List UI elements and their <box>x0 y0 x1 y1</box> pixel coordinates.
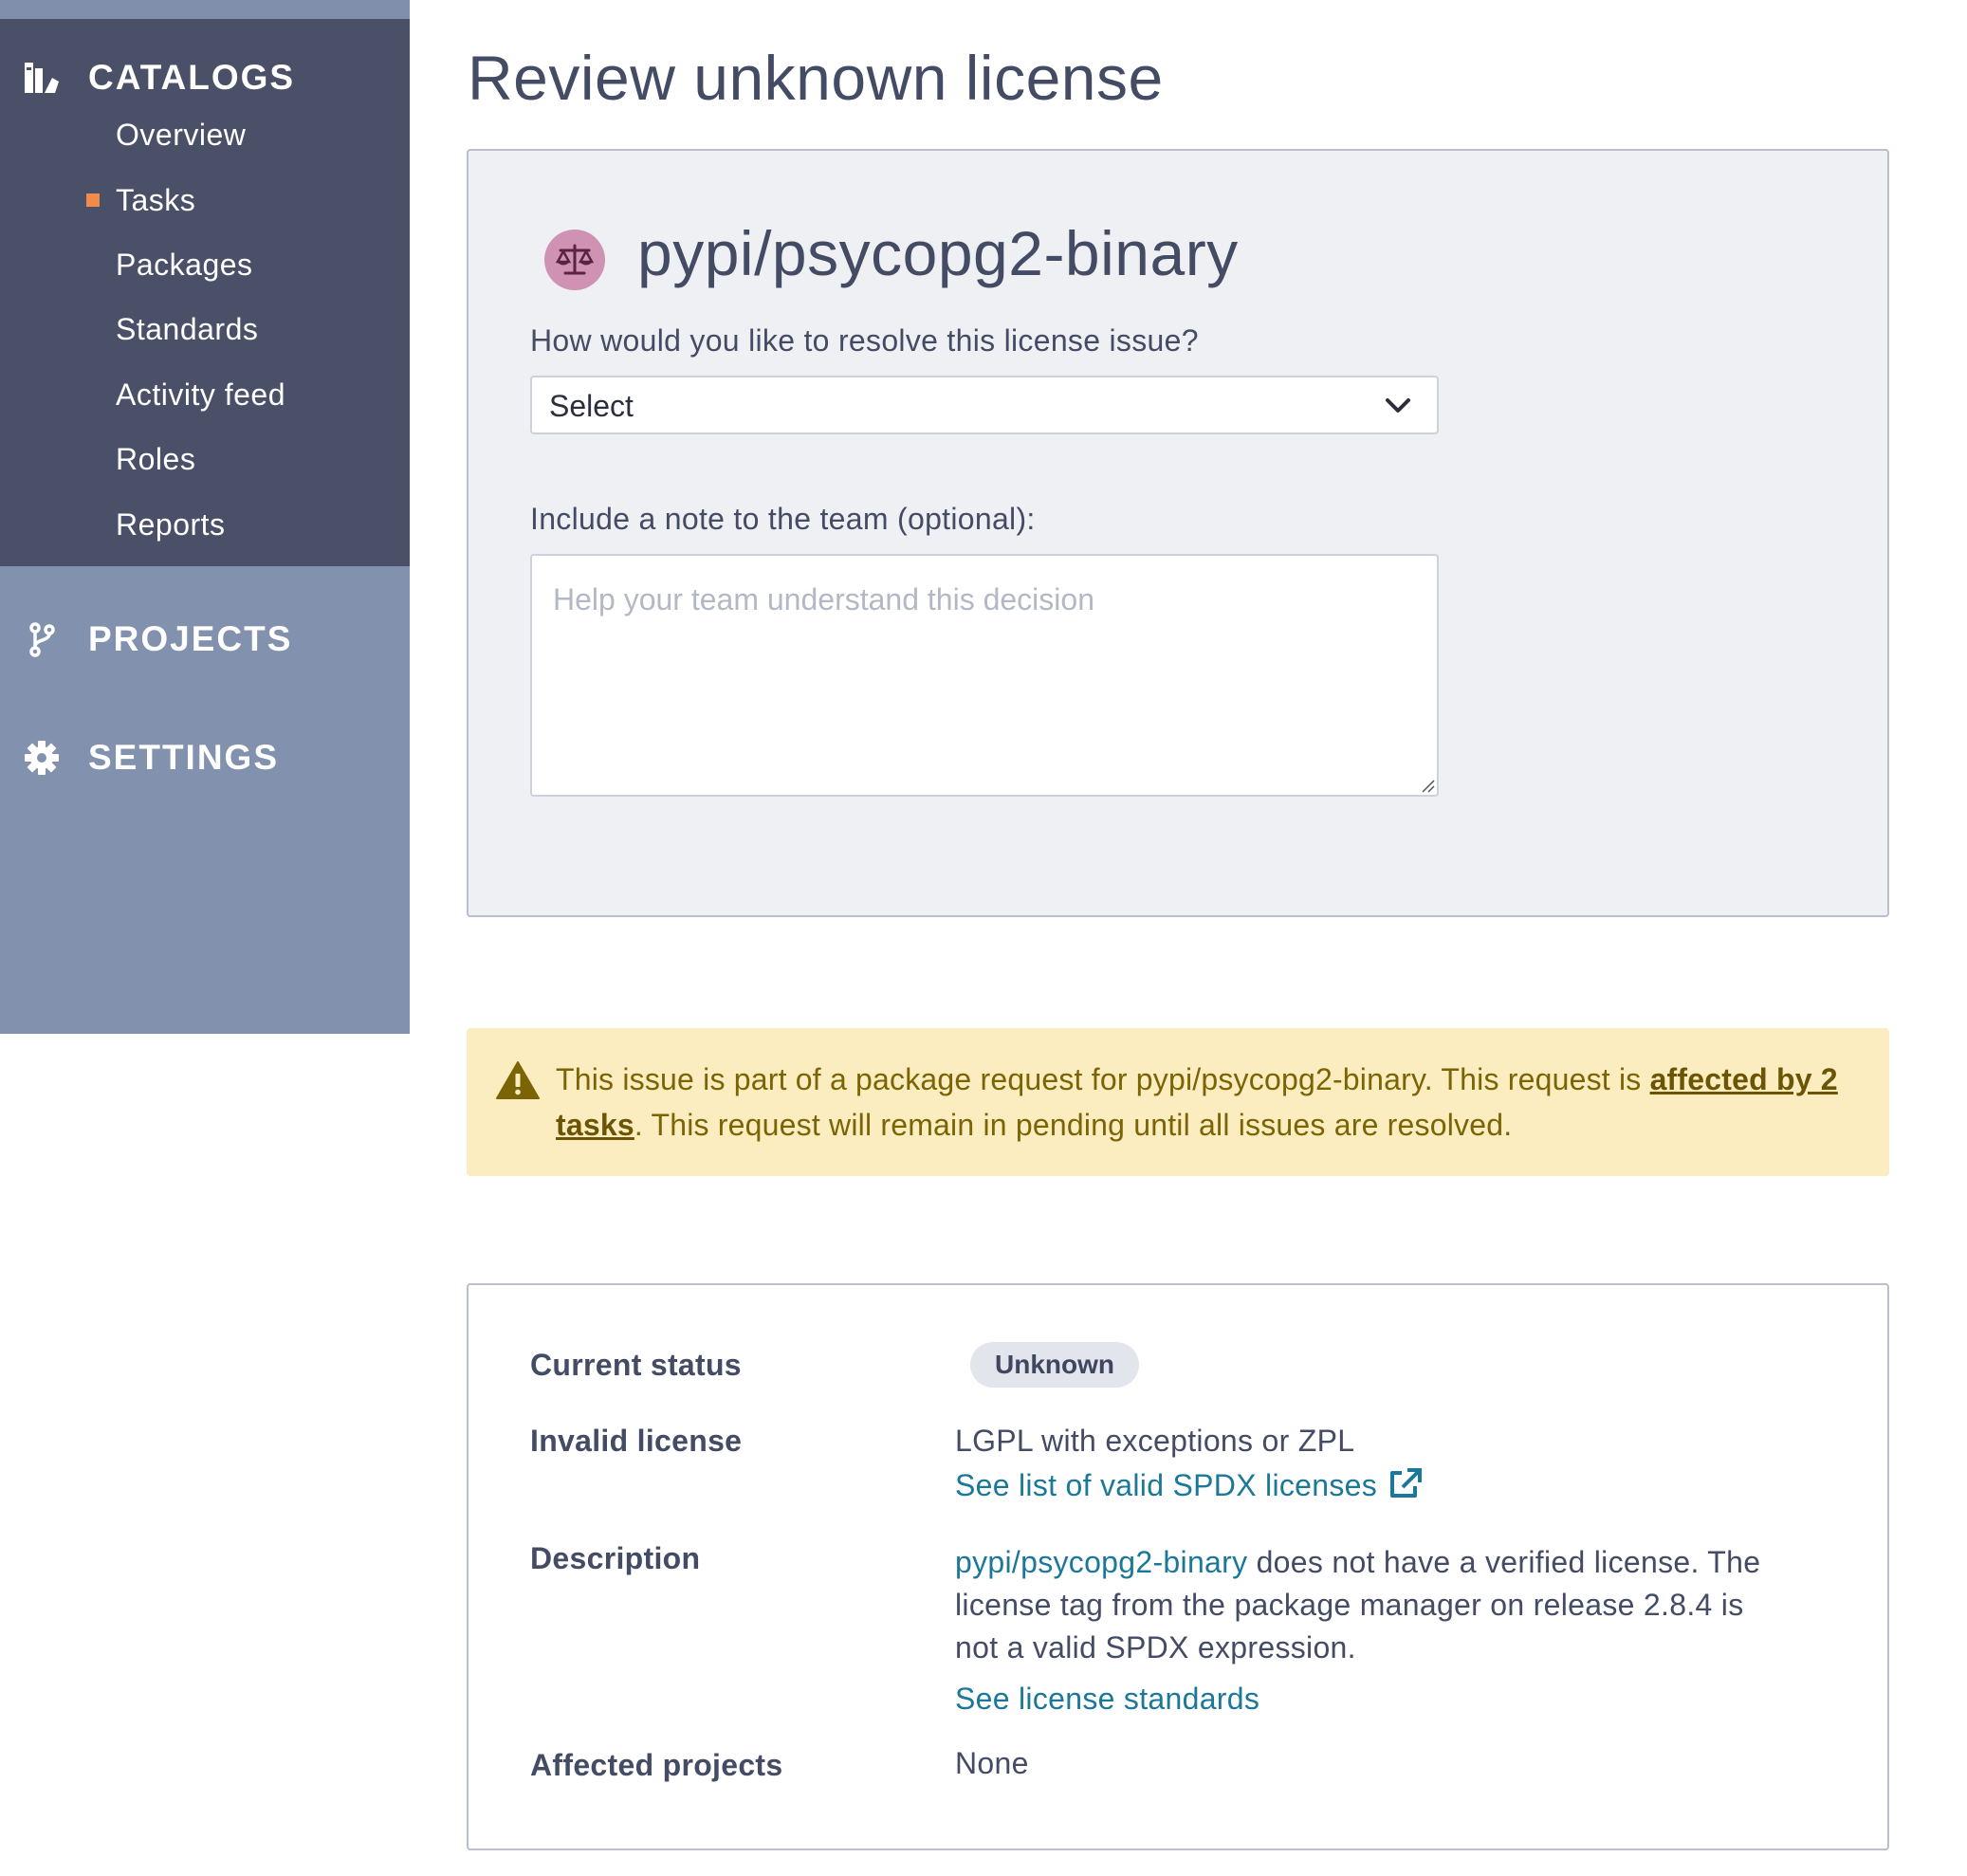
gear-icon <box>23 739 61 777</box>
sidebar-item-label: Activity feed <box>116 377 286 412</box>
chevron-down-icon <box>1384 395 1412 417</box>
spdx-list-link[interactable] <box>955 1467 1423 1507</box>
package-name: pypi/psycopg2-binary <box>637 218 1239 288</box>
sidebar-section-catalogs[interactable] <box>0 49 410 106</box>
external-link-icon <box>1388 1467 1423 1507</box>
alert-message <box>556 1057 1865 1148</box>
resize-handle-icon[interactable] <box>1421 779 1436 794</box>
affected-projects-value: None <box>955 1746 1029 1780</box>
invalid-license-label: Invalid license <box>530 1424 743 1458</box>
sidebar-item-overview[interactable] <box>0 106 410 163</box>
resolve-label: How would you like to resolve this license issue? <box>530 323 1199 358</box>
status-badge: Unknown <box>970 1342 1139 1388</box>
sidebar-item-standards[interactable] <box>0 301 410 358</box>
sidebar-top-strip <box>0 0 410 19</box>
sidebar-item-label: Packages <box>116 247 253 282</box>
sidebar-section-label: CATALOGS <box>88 58 296 97</box>
sidebar-item-label: Reports <box>116 506 226 542</box>
sidebar-section-label: PROJECTS <box>88 619 293 658</box>
note-label: Include a note to the team (optional): <box>530 502 1036 536</box>
sidebar-item-activity-feed[interactable] <box>0 366 410 423</box>
warning-icon <box>495 1059 541 1101</box>
sidebar-item-tasks[interactable] <box>0 172 410 229</box>
description-label: Description <box>530 1541 701 1575</box>
sidebar-item-roles[interactable] <box>0 431 410 487</box>
invalid-license-value: LGPL with exceptions or ZPL <box>955 1424 1355 1458</box>
alert-text-before: This issue is part of a package request for pypi/psycopg2-binary. This request is <box>556 1062 1650 1096</box>
active-indicator <box>86 193 100 207</box>
catalogs-section <box>0 19 410 566</box>
current-status-label: Current status <box>530 1348 742 1382</box>
license-standards-link[interactable]: See license standards <box>955 1682 1260 1716</box>
license-details-card <box>467 1283 1889 1850</box>
sidebar-item-packages[interactable] <box>0 236 410 293</box>
affected-tasks-link[interactable]: affected by 2 tasks <box>556 1062 1838 1142</box>
description-line-2: license tag from the package manager on release 2.8.4 is <box>955 1588 1744 1622</box>
sidebar-section-label: SETTINGS <box>88 738 280 777</box>
resolve-select-value: Select <box>549 389 634 423</box>
description-line-1: does not have a verified license. The <box>1247 1545 1761 1579</box>
sidebar-section-settings[interactable] <box>0 729 410 786</box>
description-line-3: not a valid SPDX expression. <box>955 1630 1356 1664</box>
sidebar-item-label: Tasks <box>116 182 196 217</box>
scale-icon <box>544 230 605 290</box>
sidebar-section-projects[interactable] <box>0 611 410 668</box>
sidebar <box>0 0 410 1034</box>
catalogs-icon <box>23 59 61 97</box>
sidebar-item-label: Overview <box>116 117 247 152</box>
alert-text-after: . This request will remain in pending until all issues are resolved. <box>634 1108 1513 1142</box>
resolve-select[interactable] <box>530 376 1439 434</box>
affected-projects-label: Affected projects <box>530 1748 783 1782</box>
branch-icon <box>23 620 61 658</box>
package-request-alert <box>467 1028 1889 1176</box>
note-textarea[interactable] <box>530 554 1439 797</box>
resolve-form-card <box>467 149 1889 917</box>
package-link[interactable]: pypi/psycopg2-binary <box>955 1545 1248 1579</box>
description-text <box>955 1541 1760 1669</box>
sidebar-item-reports[interactable] <box>0 496 410 553</box>
spdx-link-text: See list of valid SPDX licenses <box>955 1468 1378 1502</box>
sidebar-item-label: Standards <box>116 311 259 346</box>
sidebar-item-label: Roles <box>116 441 196 476</box>
page-title: Review unknown license <box>468 43 1164 113</box>
